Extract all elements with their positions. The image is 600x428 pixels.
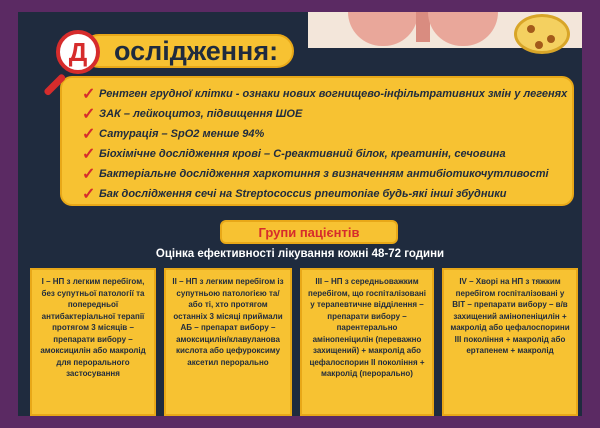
title-pill [82,34,294,68]
bacteria-dot [527,25,535,33]
bacteria-dot [547,35,555,43]
group-card-3 [300,268,434,416]
finding-text: Бактеріальне дослідження харкотиння з визначенням антибіотикочутливості [99,168,549,180]
finding-text: Рентген грудної клітки - ознаки нових вогнищево-інфільтративних змін у легенях [99,88,568,100]
magnifier-icon [56,30,100,74]
groups-label [220,220,398,244]
bacteria-illustration [514,14,570,54]
group-card-text: ІІІ – НП з середньоважким перебігом, що госпіталізовані у терапевтичне відділення – препарати вибору – парентерально амінопеніцилін (переважно захищений) + макролід або цефалоспорин ІІ покоління + макролід (перорально) [308,277,426,378]
checkmark-icon: ✓ [82,186,96,203]
left-lung-shape [348,12,418,46]
evaluation-note: Оцінка ефективності лікування кожні 48-72 години [155,248,445,260]
poster [18,12,582,416]
lungs-illustration [308,12,582,48]
group-card-text: ІІ – НП з легким перебігом із супутньою патологією та/або ті, хто протягом останніх 3 місяці приймали АБ – препарат вибору – амоксицилін/клавуланова кислота або цефуроксиму аксетил перорально [172,277,284,367]
finding-item [82,184,564,204]
finding-text: Біохімічне дослідження крові – С-реактивний білок, креатинін, сечовина [99,148,506,160]
title-text: ослідження: [114,35,279,66]
finding-item [82,144,564,164]
group-card-text: IV – Хворі на НП з тяжким перебігом госпіталізовані у ВІТ – препарати вибору – в/в захищений амінопеніцилін + макролід або цефалоспорини ІІІ покоління + макролід або ертапенем + макролід [450,277,570,355]
checkmark-icon: ✓ [82,166,96,183]
finding-text: Сатурація – SpO2 менше 94% [99,128,265,140]
bacteria-dot [535,41,543,49]
finding-item [82,104,564,124]
finding-text: Бак дослідження сечі на Streptococcus pneumoniae будь-які інші збудники [99,188,507,200]
finding-item [82,84,568,104]
checkmark-icon: ✓ [82,106,96,123]
group-card-text: І – НП з легким перебігом, без супутньої патології та попередньої антибактеріальної терапії протягом 3 місяців – препарати вибору – амоксицилін або макролід для перорального застосування [40,277,146,378]
group-card-4 [442,268,578,416]
group-card-1 [30,268,156,416]
checkmark-icon: ✓ [82,126,96,143]
right-lung-shape [428,12,498,46]
finding-item [82,164,564,184]
findings-box [60,76,574,206]
checkmark-icon: ✓ [82,146,96,163]
finding-item [82,124,564,144]
group-card-2 [164,268,292,416]
finding-text: ЗАК – лейкоцитоз, підвищення ШОЕ [99,108,303,120]
groups-label-text: Групи пацієнтів [258,224,360,240]
checkmark-icon: ✓ [82,86,96,103]
title-first-letter: Д [68,36,88,67]
